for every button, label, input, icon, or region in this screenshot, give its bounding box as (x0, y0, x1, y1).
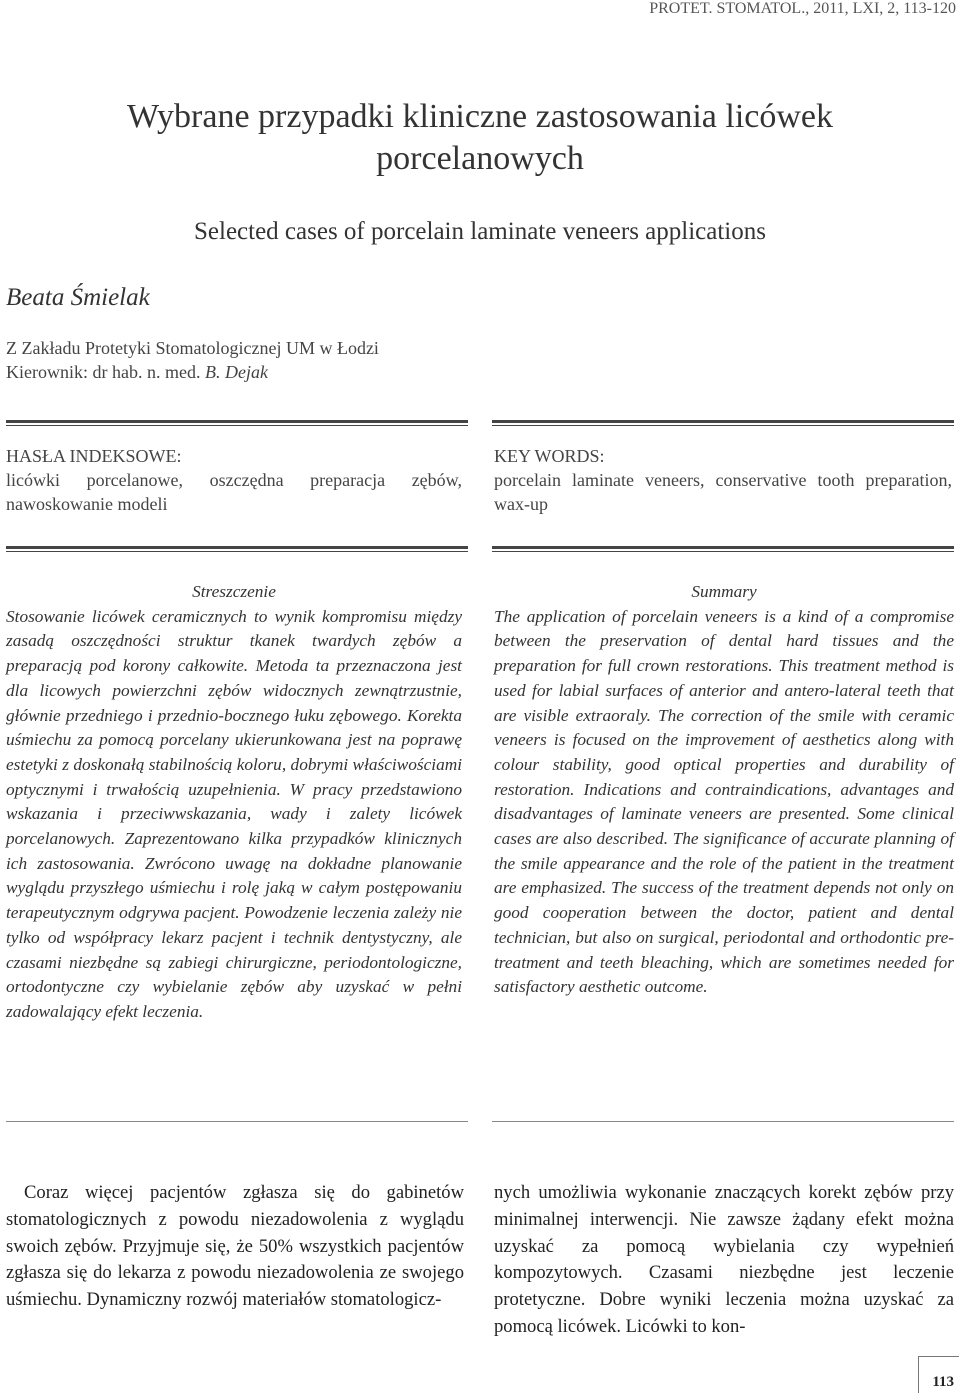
page-number: 113 (932, 1374, 954, 1390)
keywords-en (494, 444, 952, 516)
body-column-left (6, 1180, 464, 1314)
keywords-pl-text: licówki porcelanowe, oszczędna preparacja zębów, nawoskowanie modeli (6, 470, 462, 514)
keywords-bottom-rule-left (6, 546, 468, 549)
article-title (0, 96, 960, 180)
abstract-en-label: Summary (691, 582, 757, 601)
keywords-bottom-rule-right (492, 546, 954, 549)
keywords-en-text: porcelain laminate veneers, conservative tooth preparation, wax-up (494, 470, 952, 514)
affiliation-head-label: Kierownik: dr hab. n. med. (6, 362, 205, 382)
keywords-en-label: KEY WORDS: (494, 446, 605, 466)
abstract-pl (6, 580, 462, 1025)
affiliation-line-1: Z Zakładu Protetyki Stomatologicznej UM w Łodzi (6, 338, 379, 358)
affiliation-line-2 (6, 360, 379, 384)
body-column-right (494, 1180, 954, 1341)
abstract-pl-label: Streszczenie (192, 582, 276, 601)
affiliation (6, 336, 379, 384)
keywords-top-rule-left (6, 420, 468, 423)
abstract-en (494, 580, 954, 1000)
article-subtitle: Selected cases of porcelain laminate veneers applications (194, 218, 766, 245)
keywords-top-rule-right (492, 420, 954, 423)
abstract-rule-left (6, 1121, 468, 1122)
title-line-1: Wybrane przypadki kliniczne zastosowania licówek (126, 98, 833, 135)
body-paragraph-right: nych umożliwia wykonanie znaczących korekt zębów przy minimalnej interwencji. Nie zawsze żądany efekt można uzyskać za pomocą wybielania czy wypełnień kompozytowych. Czasami niezbędne jest leczenie protetyczne. Dobre wyniki leczenia można uzyskać za pomocą licówek. Licówki to kon- (494, 1182, 954, 1337)
abstract-pl-text: Stosowanie licówek ceramicznych to wynik kompromisu między zasadą oszczędności struktur tkanek twardych zębów a preparacją pod korony całkowite. Metoda ta przeznaczona jest dla licowych powierzchni zębów widocznych zewnątrzustnie, głównie przedniego i przednio-bocznego łuku zębowego. Korekta uśmiechu za pomocą porcelany ukierunkowana jest na poprawę estetyki z doskonałą stabilnością koloru, dobrymi właściwościami optycznymi i trwałością uzupełnienia. W pracy przedstawiono wskazania i przeciwwskazania, wady i zalety licówek porcelanowych. Zaprezentowano kilka przypadków klinicznych ich zastosowania. Zwrócono uwagę na dokładne planowanie wyglądu przyszłego uśmiechu i rolę jaką w całym postępowaniu terapeutycznym odgrywa pacjent. Powodzenie leczenia zależy nie tylko od współpracy lekarz pacjent i technik dentystyczny, ale czasami niezbędne są zabiegi chirurgiczne, periodontologiczne, ortodontyczne czy wybielanie zębów aby uzyskać w pełni zadowalający efekt leczenia. (6, 606, 462, 1021)
title-line-2: porcelanowych (376, 140, 584, 177)
journal-reference: PROTET. STOMATOL., 2011, LXI, 2, 113-120 (649, 0, 956, 17)
abstract-en-text: The application of porcelain veneers is a kind of a compromise between the preservation of dental hard tissues and the preparation for full crown restorations. This treatment method is used for labial surfaces of anterior and antero-lateral teeth that are visible extraoraly. The correction of the smile with ceramic veneers is focused on the improvement of aesthetics along with colour stability, good optical properties and durability of restoration. Indications and contraindications, advantages and disadvantages of laminate veneers are presented. Some clinical cases are also described. The significance of accurate planning of the smile appearance and the role of the patient in the treatment are emphasized. The success of the treatment depends not only on good cooperation between the doctor, patient and dental technician, but also on surgical, periodontal and orthodontic pre-treatment and teeth bleaching, which are sometimes needed for satisfactory aesthetic outcome. (494, 606, 954, 997)
author-name: Beata Śmielak (6, 284, 150, 311)
body-paragraph-left: Coraz więcej pacjentów zgłasza się do gabinetów stomatologicznych z powodu niezadowolenia z wyglądu swoich zębów. Przyjmuje się, że 50% wszystkich pacjentów zgłasza się do lekarza z powodu niezadowolenia ze swojego uśmiechu. Dynamiczny rozwój materiałów stomatologicz- (6, 1182, 464, 1311)
keywords-pl-label: HASŁA INDEKSOWE: (6, 446, 182, 466)
abstract-rule-right (492, 1121, 954, 1122)
affiliation-head-name: B. Dejak (204, 362, 268, 382)
keywords-pl (6, 444, 462, 516)
